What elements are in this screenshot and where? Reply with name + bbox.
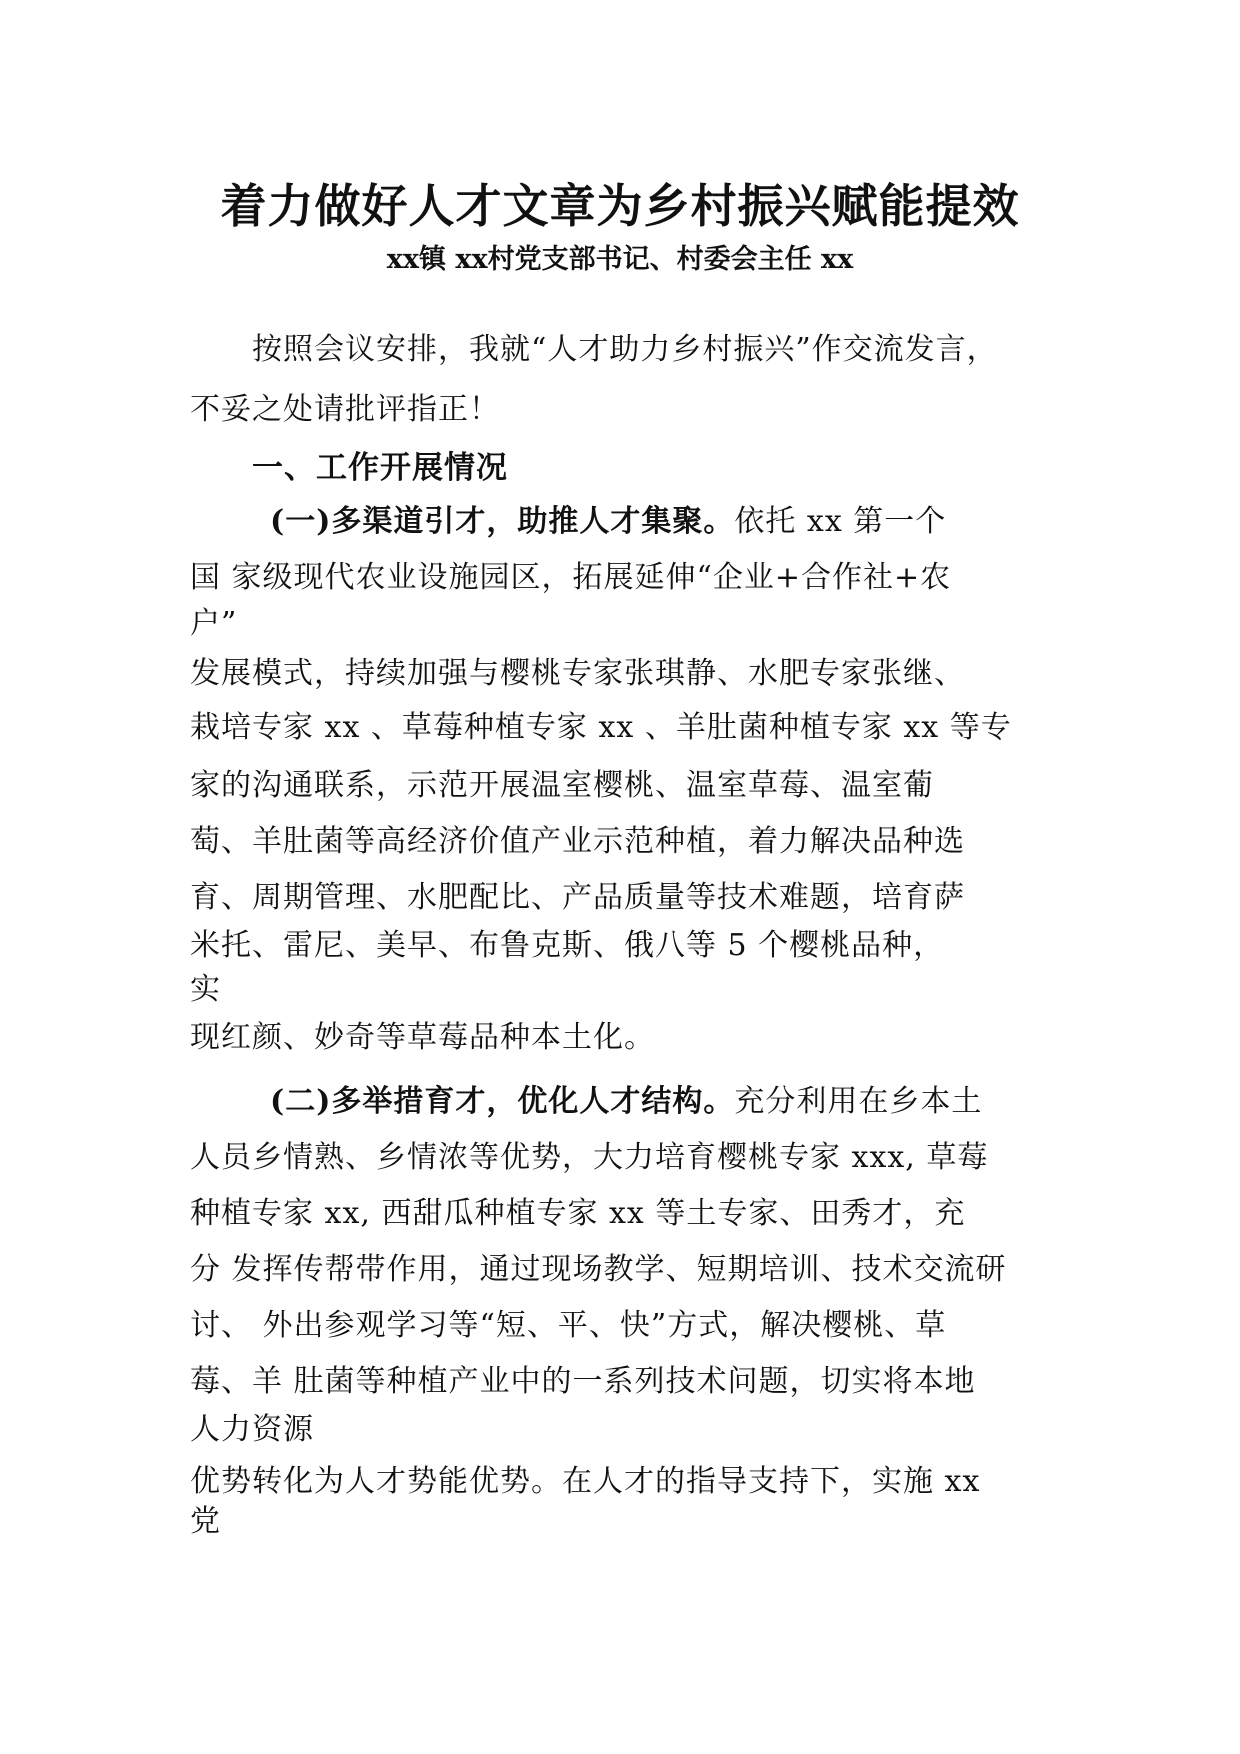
- paragraph-line: 萄、羊肚菌等高经济价值产业示范种植，着力解决品种选: [190, 824, 965, 859]
- paragraph-line: 人员乡情熟、乡情浓等优势，大力培育樱桃专家 xxx, 草莓: [190, 1140, 989, 1175]
- paragraph-lead: (二)多举措育才，优化人才结构。: [270, 1084, 735, 1119]
- paragraph-line: 发展模式，持续加强与樱桃专家张琪静、水肥专家张继、: [190, 656, 965, 691]
- paragraph-line: 育、周期管理、水肥配比、产品质量等技术难题，培育萨: [190, 880, 965, 915]
- intro-line: 不妥之处请批评指正！: [190, 392, 500, 427]
- intro-line: 按照会议安排，我就“人才助力乡村振兴”作交流发言，: [252, 332, 998, 367]
- paragraph-line: 莓、羊 肚菌等种植产业中的一系列技术问题，切实将本地: [190, 1364, 976, 1399]
- section-heading: 一、工作开展情况: [252, 450, 508, 486]
- paragraph-text: 依托 xx 第一个: [734, 504, 947, 539]
- paragraph-line: 讨、 外出参观学习等“短、平、快”方式，解决樱桃、草: [190, 1308, 947, 1343]
- paragraph-line: [270, 500, 946, 544]
- paragraph-line: 人力资源: [190, 1412, 314, 1447]
- paragraph-line: 国 家级现代农业设施园区，拓展延伸“企业+合作社+农: [190, 560, 952, 595]
- paragraph-text: 充分利用在乡本土: [734, 1084, 983, 1119]
- paragraph-line: [270, 1080, 982, 1124]
- paragraph-line: 现红颜、妙奇等草莓品种本土化。: [190, 1020, 655, 1055]
- document-title: 着力做好人才文章为乡村振兴赋能提效: [220, 179, 1020, 233]
- paragraph-line: 分 发挥传帮带作用，通过现场教学、短期培训、技术交流研: [190, 1252, 1007, 1287]
- paragraph-line: 米托、雷尼、美早、布鲁克斯、俄八等 5 个樱桃品种，: [190, 928, 945, 963]
- paragraph-lead: (一)多渠道引才，助推人才集聚。: [270, 504, 735, 539]
- paragraph-line: 家的沟通联系，示范开展温室樱桃、温室草莓、温室葡: [190, 768, 934, 803]
- paragraph-line: 优势转化为人才势能优势。在人才的指导支持下，实施 xx: [190, 1464, 981, 1499]
- paragraph-line: 栽培专家 xx 、草莓种植专家 xx 、羊肚菌种植专家 xx 等专: [190, 710, 1012, 745]
- document-subtitle: xx镇 xx村党支部书记、村委会主任 xx: [386, 244, 854, 275]
- paragraph-line: 种植专家 xx, 西甜瓜种植专家 xx 等土专家、田秀才，充: [190, 1196, 966, 1231]
- paragraph-line: 户”: [190, 606, 238, 641]
- paragraph-line: 党: [190, 1504, 221, 1539]
- paragraph-line: 实: [190, 972, 221, 1007]
